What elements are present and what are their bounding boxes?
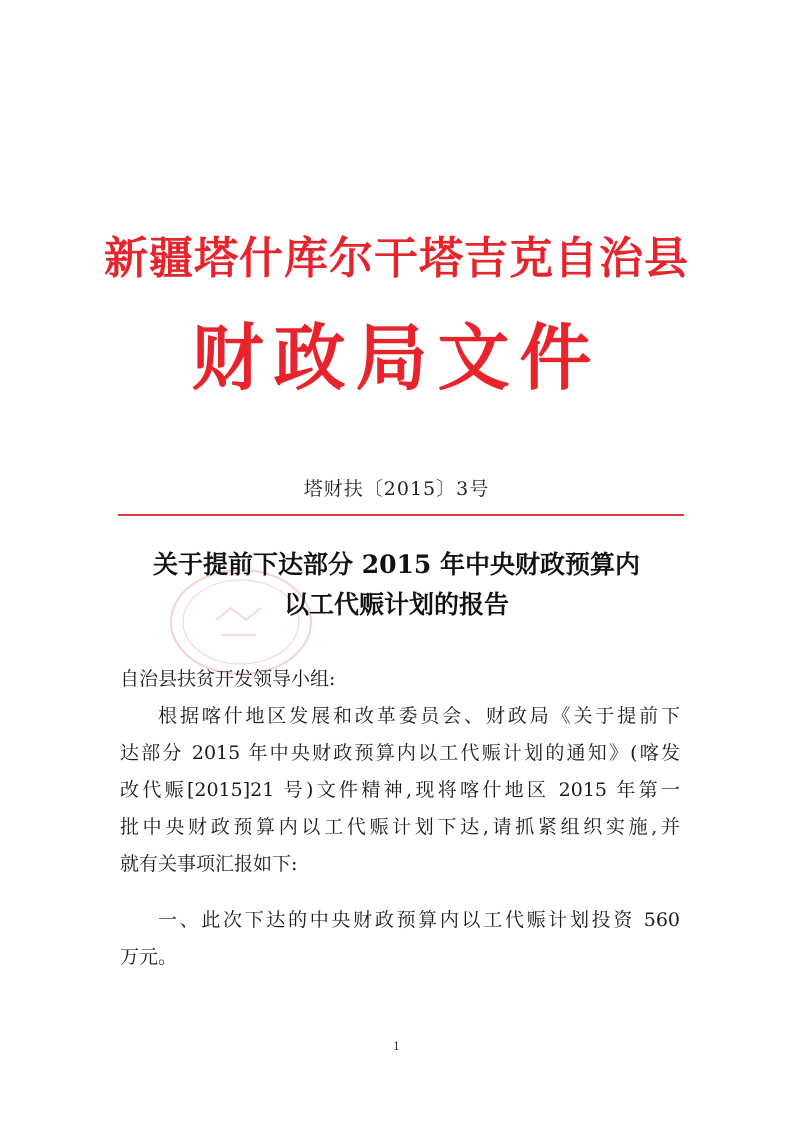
salutation: 自治县扶贫开发领导小组: [120, 668, 336, 690]
page-number: 1 [393, 1040, 400, 1053]
document-title-line-2: 以工代赈计划的报告 [283, 590, 509, 619]
body-line-4: 批中央财政预算内以工代赈计划下达,请抓紧组织实施,并 [120, 816, 680, 838]
body-line-3: 改代赈[2015]21 号)文件精神,现将喀什地区 2015 年第一 [120, 779, 680, 801]
document-number: 塔财扶〔2015〕3号 [303, 478, 490, 500]
body-line-1: 根据喀什地区发展和改革委员会、财政局《关于提前下 [158, 705, 680, 727]
document-body [120, 0, 680, 1000]
document-title-line-1: 关于提前下达部分 2015 年中央财政预算内 [153, 550, 640, 579]
body-line-6: 一、此次下达的中央财政预算内以工代赈计划投资 560 [158, 909, 680, 931]
body-line-2: 达部分 2015 年中央财政预算内以工代赈计划的通知》(喀发 [120, 742, 680, 764]
document-type-heading: 财政局文件 [191, 315, 602, 400]
issuing-organization: 新疆塔什库尔干塔吉克自治县 [104, 233, 689, 284]
body-line-5: 就有关事项汇报如下: [120, 853, 298, 875]
body-line-7: 万元。 [120, 946, 178, 968]
